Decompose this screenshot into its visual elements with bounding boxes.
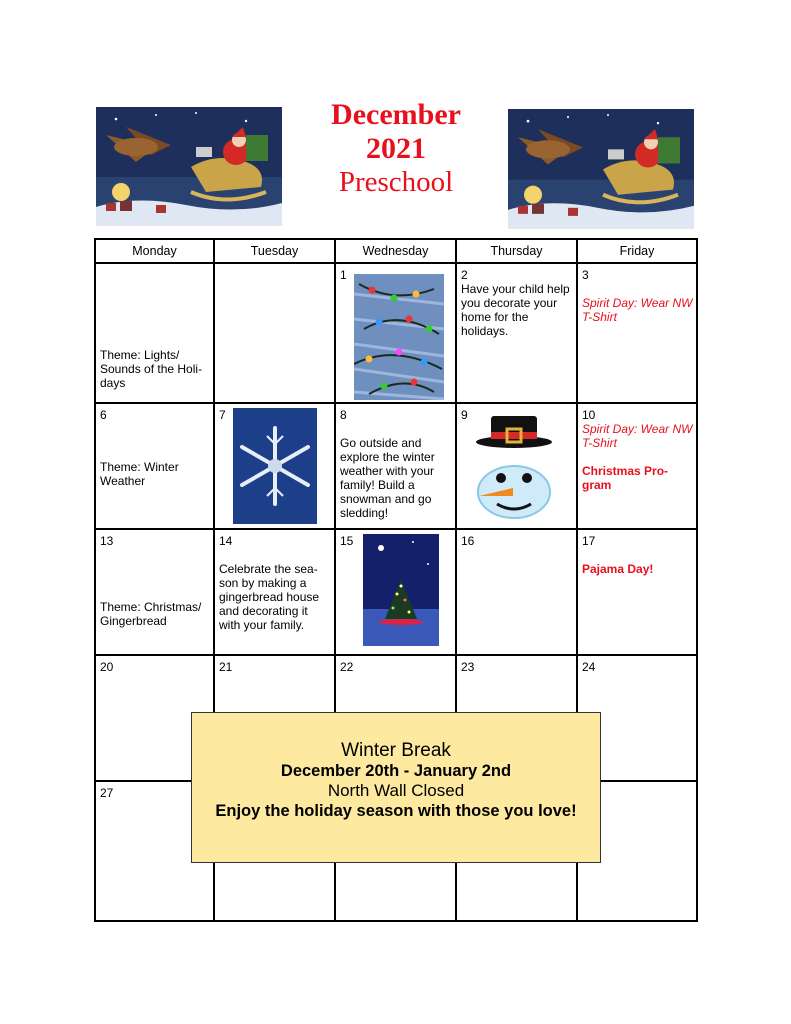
day-cell bbox=[457, 264, 578, 404]
activity-note: Have your child help you decorate your home for the holidays. bbox=[461, 282, 570, 338]
day-number: 1 bbox=[340, 268, 347, 282]
weekday-header-tuesday: Tuesday bbox=[215, 238, 336, 264]
theme-note: Theme: Lights/ Sounds of the Holi-days bbox=[100, 348, 203, 390]
day-number: 8 bbox=[340, 408, 347, 422]
day-cell-empty bbox=[215, 264, 336, 404]
title-month: December bbox=[331, 98, 461, 131]
weekday-header-monday: Monday bbox=[94, 238, 215, 264]
day-number: 16 bbox=[461, 534, 475, 548]
christmas-program-note: Christmas Pro-gram bbox=[582, 464, 669, 492]
activity-note: Go outside and explore the winter weather with your family! Build a snowman and go sledding! bbox=[340, 436, 435, 520]
banner-dates: December 20th - January 2nd bbox=[280, 762, 512, 780]
christmas-tree-night-image bbox=[363, 534, 439, 646]
day-number: 23 bbox=[461, 660, 475, 674]
weekday-header-wednesday: Wednesday bbox=[336, 238, 457, 264]
christmas-lights-image bbox=[354, 274, 444, 400]
santa-sleigh-image-left bbox=[96, 107, 282, 226]
day-number: 14 bbox=[219, 534, 233, 548]
day-number: 13 bbox=[100, 534, 114, 548]
day-cell bbox=[336, 404, 457, 530]
title-program: Preschool bbox=[338, 166, 454, 198]
day-number: 24 bbox=[582, 660, 596, 674]
banner-title: Winter Break bbox=[341, 740, 451, 761]
theme-note: Theme: Winter Weather bbox=[100, 460, 179, 488]
title-year: 2021 bbox=[366, 132, 426, 165]
weekday-header-friday: Friday bbox=[578, 238, 698, 264]
activity-note: Celebrate the sea-son by making a gingerbread house and decorating it with your family. bbox=[219, 562, 320, 632]
day-cell bbox=[215, 530, 336, 656]
day-number: 21 bbox=[219, 660, 233, 674]
day-number: 2 bbox=[461, 268, 468, 282]
day-cell bbox=[94, 404, 215, 530]
day-number: 15 bbox=[340, 534, 354, 548]
day-number: 6 bbox=[100, 408, 107, 422]
day-cell bbox=[457, 404, 578, 530]
day-cell bbox=[578, 530, 698, 656]
day-cell bbox=[94, 264, 215, 404]
day-cell bbox=[578, 404, 698, 530]
day-number: 22 bbox=[340, 660, 354, 674]
day-cell bbox=[578, 264, 698, 404]
banner-closed-notice: North Wall Closed bbox=[327, 781, 465, 800]
day-number: 10 bbox=[582, 408, 596, 422]
spirit-day-note: Spirit Day: Wear NW T-Shirt bbox=[582, 422, 693, 450]
day-number: 27 bbox=[100, 786, 114, 800]
pajama-day-note: Pajama Day! bbox=[582, 562, 654, 576]
snowman-image bbox=[469, 412, 559, 522]
day-number: 17 bbox=[582, 534, 596, 548]
day-cell bbox=[336, 530, 457, 656]
day-cell bbox=[94, 530, 215, 656]
banner-message: Enjoy the holiday season with those you love! bbox=[215, 802, 577, 820]
day-number: 9 bbox=[461, 408, 468, 422]
day-cell bbox=[215, 404, 336, 530]
weekday-header-thursday: Thursday bbox=[457, 238, 578, 264]
winter-break-banner bbox=[191, 712, 601, 863]
theme-note: Theme: Christmas/ Gingerbread bbox=[100, 600, 202, 628]
day-number: 20 bbox=[100, 660, 114, 674]
day-number: 7 bbox=[219, 408, 226, 422]
spirit-day-note: Spirit Day: Wear NW T-Shirt bbox=[582, 296, 693, 324]
santa-sleigh-image-right bbox=[508, 109, 694, 229]
day-cell bbox=[457, 530, 578, 656]
day-number: 3 bbox=[582, 268, 589, 282]
snowflake-image bbox=[233, 408, 317, 524]
day-cell bbox=[336, 264, 457, 404]
